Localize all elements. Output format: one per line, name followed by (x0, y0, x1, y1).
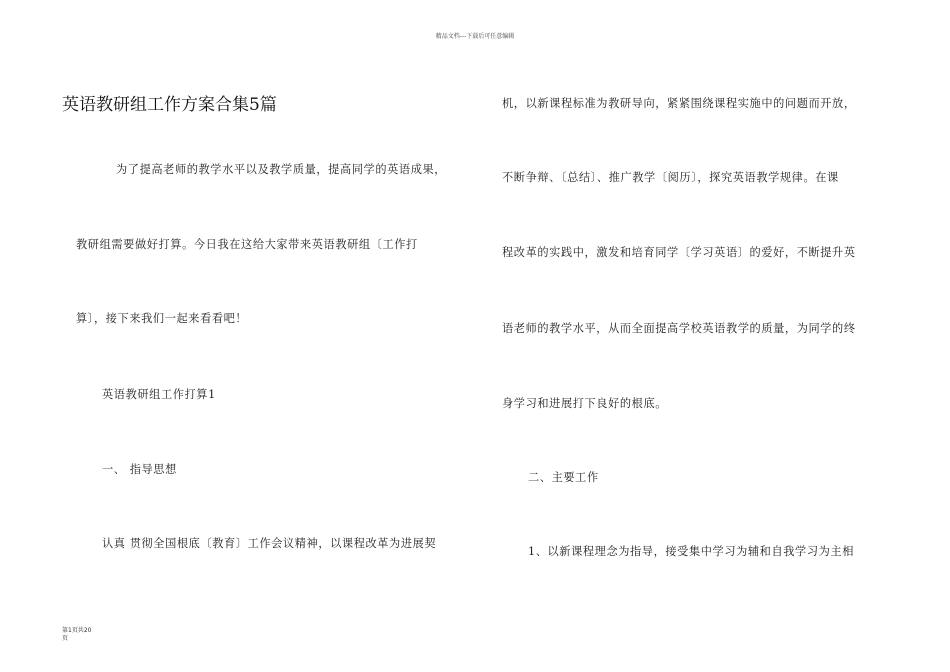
paragraph-line: 程改革的实践中，激发和培育同学〔学习英语〕的爱好，不断提升英 (502, 246, 856, 259)
document-title: 英语教研组工作方案合集5篇 (62, 95, 277, 115)
page-header: 精品文档---下载后可任意编辑 (435, 33, 515, 40)
page-number (62, 627, 110, 643)
page-number-line: 第1页共20 (62, 627, 92, 634)
paragraph-line: 算〕，接下来我们一起来看看吧！ (76, 312, 248, 325)
paragraph-line: 教研组需要做好打算。今日我在这给大家带来英语教研组〔工作打 (76, 238, 418, 251)
paragraph-line: 不断争辩、〔总结〕、推广教学〔阅历〕，探究英语教学规律。在课 (502, 171, 839, 184)
paragraph-line: 为了提高老师的教学水平以及教学质量，提高同学的英语成果， (116, 163, 447, 176)
page-number-line: 页 (62, 635, 69, 642)
section-heading: 二、主要工作 (528, 471, 599, 484)
paragraph-line: 机，以新课程标准为教研导向，紧紧围绕课程实施中的问题而开放， (502, 97, 856, 110)
section-heading: 英语教研组工作打算1 (102, 388, 216, 401)
paragraph-line: 认真 贯彻全国根底〔教育〕工作会议精神，以课程改革为进展契 (102, 537, 437, 550)
paragraph-line: 语老师的教学水平，从而全面提高学校英语教学的质量，为同学的终 (502, 322, 856, 335)
paragraph-line: 1、以新课程理念为指导，接受集中学习为辅和自我学习为主相 (528, 545, 854, 558)
section-heading: 一、 指导思想 (102, 463, 177, 476)
paragraph-line: 身学习和进展打下良好的根底。 (502, 397, 668, 410)
